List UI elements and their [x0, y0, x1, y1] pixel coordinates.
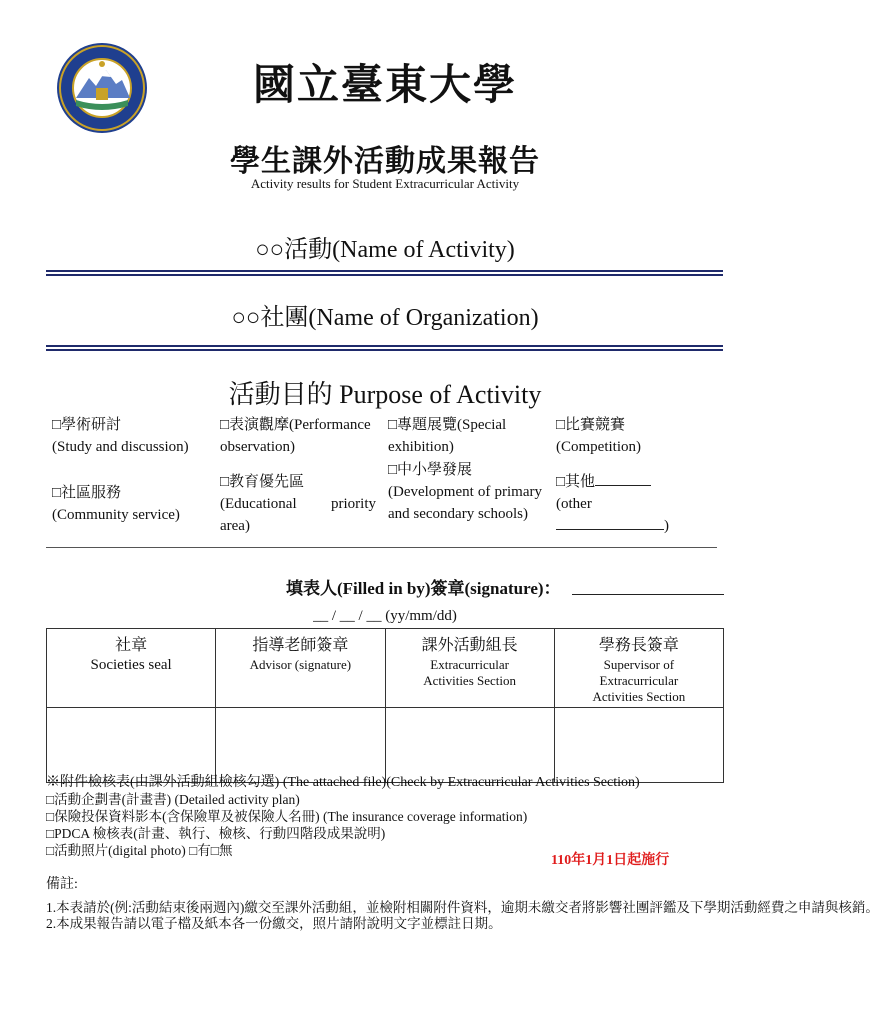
remark-item: 1.本表請於(例:活動結束後兩週內)繳交至課外活動組，並檢附相關附件資料，逾期未繳交者將影響社團評鑑及下學期活動經費之申請與核銷。 — [46, 900, 879, 915]
purpose-option-community[interactable]: □社區服務 (Community service) — [52, 485, 180, 523]
purpose-option-study[interactable]: □學術研討 (Study and discussion) — [52, 417, 189, 455]
header-advisor: 指導老師簽章 Advisor (signature) — [216, 629, 385, 708]
divider-double — [46, 270, 723, 276]
attachment-item[interactable]: □活動企劃書(計畫書) (Detailed activity plan) — [46, 792, 300, 807]
filled-in-by-label: 填表人(Filled in by)簽章(signature)： — [286, 579, 561, 598]
purpose-option-other[interactable]: □其他 (other ) — [556, 474, 669, 534]
attachment-checklist — [46, 774, 640, 859]
purpose-option-school-development[interactable]: □中小學發展 (Development of primary and secondary schools) — [388, 462, 542, 522]
seal-signature-box[interactable] — [47, 708, 216, 783]
attachment-item[interactable]: □保險投保資料影本(含保險單及被保險人名冊) (The insurance coverage information) — [46, 809, 528, 824]
activity-name: ○○活動(Name of Activity) — [255, 237, 515, 263]
section-signature-box[interactable] — [385, 708, 554, 783]
purpose-option-exhibition[interactable]: □專題展覽(Special exhibition) — [388, 417, 507, 455]
header-supervisor: 學務長簽章 Supervisor of Extracurricular Activities Section — [554, 629, 723, 708]
university-title: 國立臺東大學 — [252, 63, 517, 109]
header-extracurricular-section: 課外活動組長 Extracurricular Activities Section — [385, 629, 554, 708]
purpose-option-education-priority[interactable]: □教育優先區 (Educational priority area) — [220, 474, 376, 534]
organization-name: ○○社團(Name of Organization) — [231, 305, 539, 331]
attachment-item[interactable]: □活動照片(digital photo) □有□無 — [46, 843, 233, 858]
date-field[interactable]: __ / __ / __ (yy/mm/dd) — [313, 608, 457, 624]
attachment-item[interactable]: □PDCA 檢核表(計畫、執行、檢核、行動四階段成果說明) — [46, 826, 386, 841]
effective-date-note: 110年1月1日起施行 — [551, 853, 670, 868]
remarks-list — [46, 900, 879, 932]
remark-item: 2.本成果報告請以電子檔及紙本各一份繳交，照片請附說明文字並標註日期。 — [46, 916, 502, 931]
report-subtitle-english: Activity results for Student Extracurricular Activity — [250, 176, 520, 191]
divider-double — [46, 345, 723, 351]
report-title: 學生課外活動成果報告 — [230, 145, 540, 178]
signature-table — [46, 628, 724, 783]
remarks-label: 備註: — [46, 877, 78, 892]
filled-in-by-signature-line[interactable] — [572, 594, 724, 595]
attachment-heading: ※附件檢核表(由課外活動組檢核勾選) (The attached file)(Check by Extracurricular Activities Section) — [46, 775, 640, 790]
purpose-option-competition[interactable]: □比賽競賽 (Competition) — [556, 417, 641, 455]
purpose-option-performance[interactable]: □表演觀摩(Performance observation) — [220, 417, 371, 455]
purpose-heading: 活動目的 Purpose of Activity — [228, 380, 542, 409]
purpose-divider — [46, 547, 717, 548]
header-societies-seal: 社章 Societies seal — [47, 629, 216, 708]
advisor-signature-box[interactable] — [216, 708, 385, 783]
supervisor-signature-box[interactable] — [554, 708, 723, 783]
